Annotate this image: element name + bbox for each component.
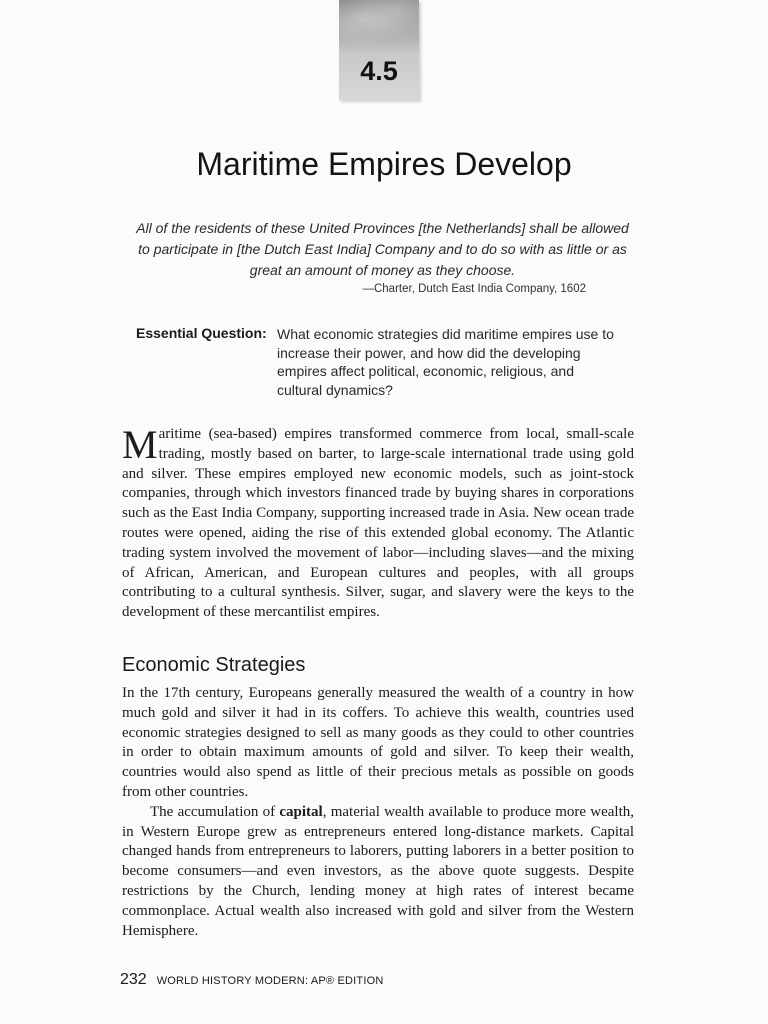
section-number: 4.5 xyxy=(360,56,398,86)
tab-texture xyxy=(339,0,419,48)
section-body xyxy=(122,684,634,941)
paragraph-2-start: The accumulation of xyxy=(150,803,280,820)
page-number: 232 xyxy=(120,971,147,988)
page-footer xyxy=(120,971,384,989)
key-term-capital: capital xyxy=(279,803,323,820)
book-title: WORLD HISTORY MODERN: AP® EDITION xyxy=(156,975,384,987)
epigraph-attribution: —Charter, Dutch East India Company, 1602 xyxy=(362,283,586,295)
essential-question-text: What economic strategies did maritime empires use to increase their power, and how did the developing empires affect political, economic, religious, and cultural dynamics? xyxy=(277,326,614,398)
intro-text: aritime (sea-based) empires transformed commerce from local, small-scale trading, mostly based on barter, to large-scale international trade using gold and silver. These empires employed new economic models, such as joint-stock companies, through which investors financed trade by buying shares in corporations such as the East India Company, supporting increased trade in Asia. New ocean trade routes were opened, aiding the rise of this extended global economy. The Atlantic trading system involved the movement of labor—including slaves—and the mixing of African, American, and European cultures and peoples, with all groups contributing to a cultural synthesis. Silver, sugar, and slavery were the keys to the development of these mercantilist empires. xyxy=(122,426,634,621)
page-title: Maritime Empires Develop xyxy=(196,146,572,182)
paragraph-2-rest: , material wealth available to produce more wealth, in Western Europe grew as entrepreneurs entered long-distance markets. Capital changed hands from entrepreneurs to laborers, putting laborers in a better position to become consumers—and even investors, as the above quote suggests. Despite restrictions by the Church, lending money at high rates of interest became commonplace. Actual wealth also increased with gold and silver from the Western Hemisphere. xyxy=(122,803,634,939)
epigraph-quote: All of the residents of these United Provinces [the Netherlands] shall be allowed to participate in [the Dutch East India] Company and to do so with as little or as great an amount of money as they choose. xyxy=(136,220,629,278)
body-paragraph-2 xyxy=(122,803,634,942)
section-number-tab xyxy=(339,0,419,100)
intro-paragraph xyxy=(122,422,634,623)
drop-cap: M xyxy=(122,422,158,467)
body-paragraph-1: In the 17th century, Europeans generally measured the wealth of a country in how much gold and silver it had in its coffers. To achieve this wealth, countries used economic strategies designed to sell as many goods as they could to other countries in order to obtain maximum amounts of gold and silver. To keep their wealth, countries would also spend as little of their precious metals as possible on goods from other countries. xyxy=(122,685,634,800)
section-heading: Economic Strategies xyxy=(122,654,306,676)
essential-question-label: Essential Question: xyxy=(136,325,267,341)
